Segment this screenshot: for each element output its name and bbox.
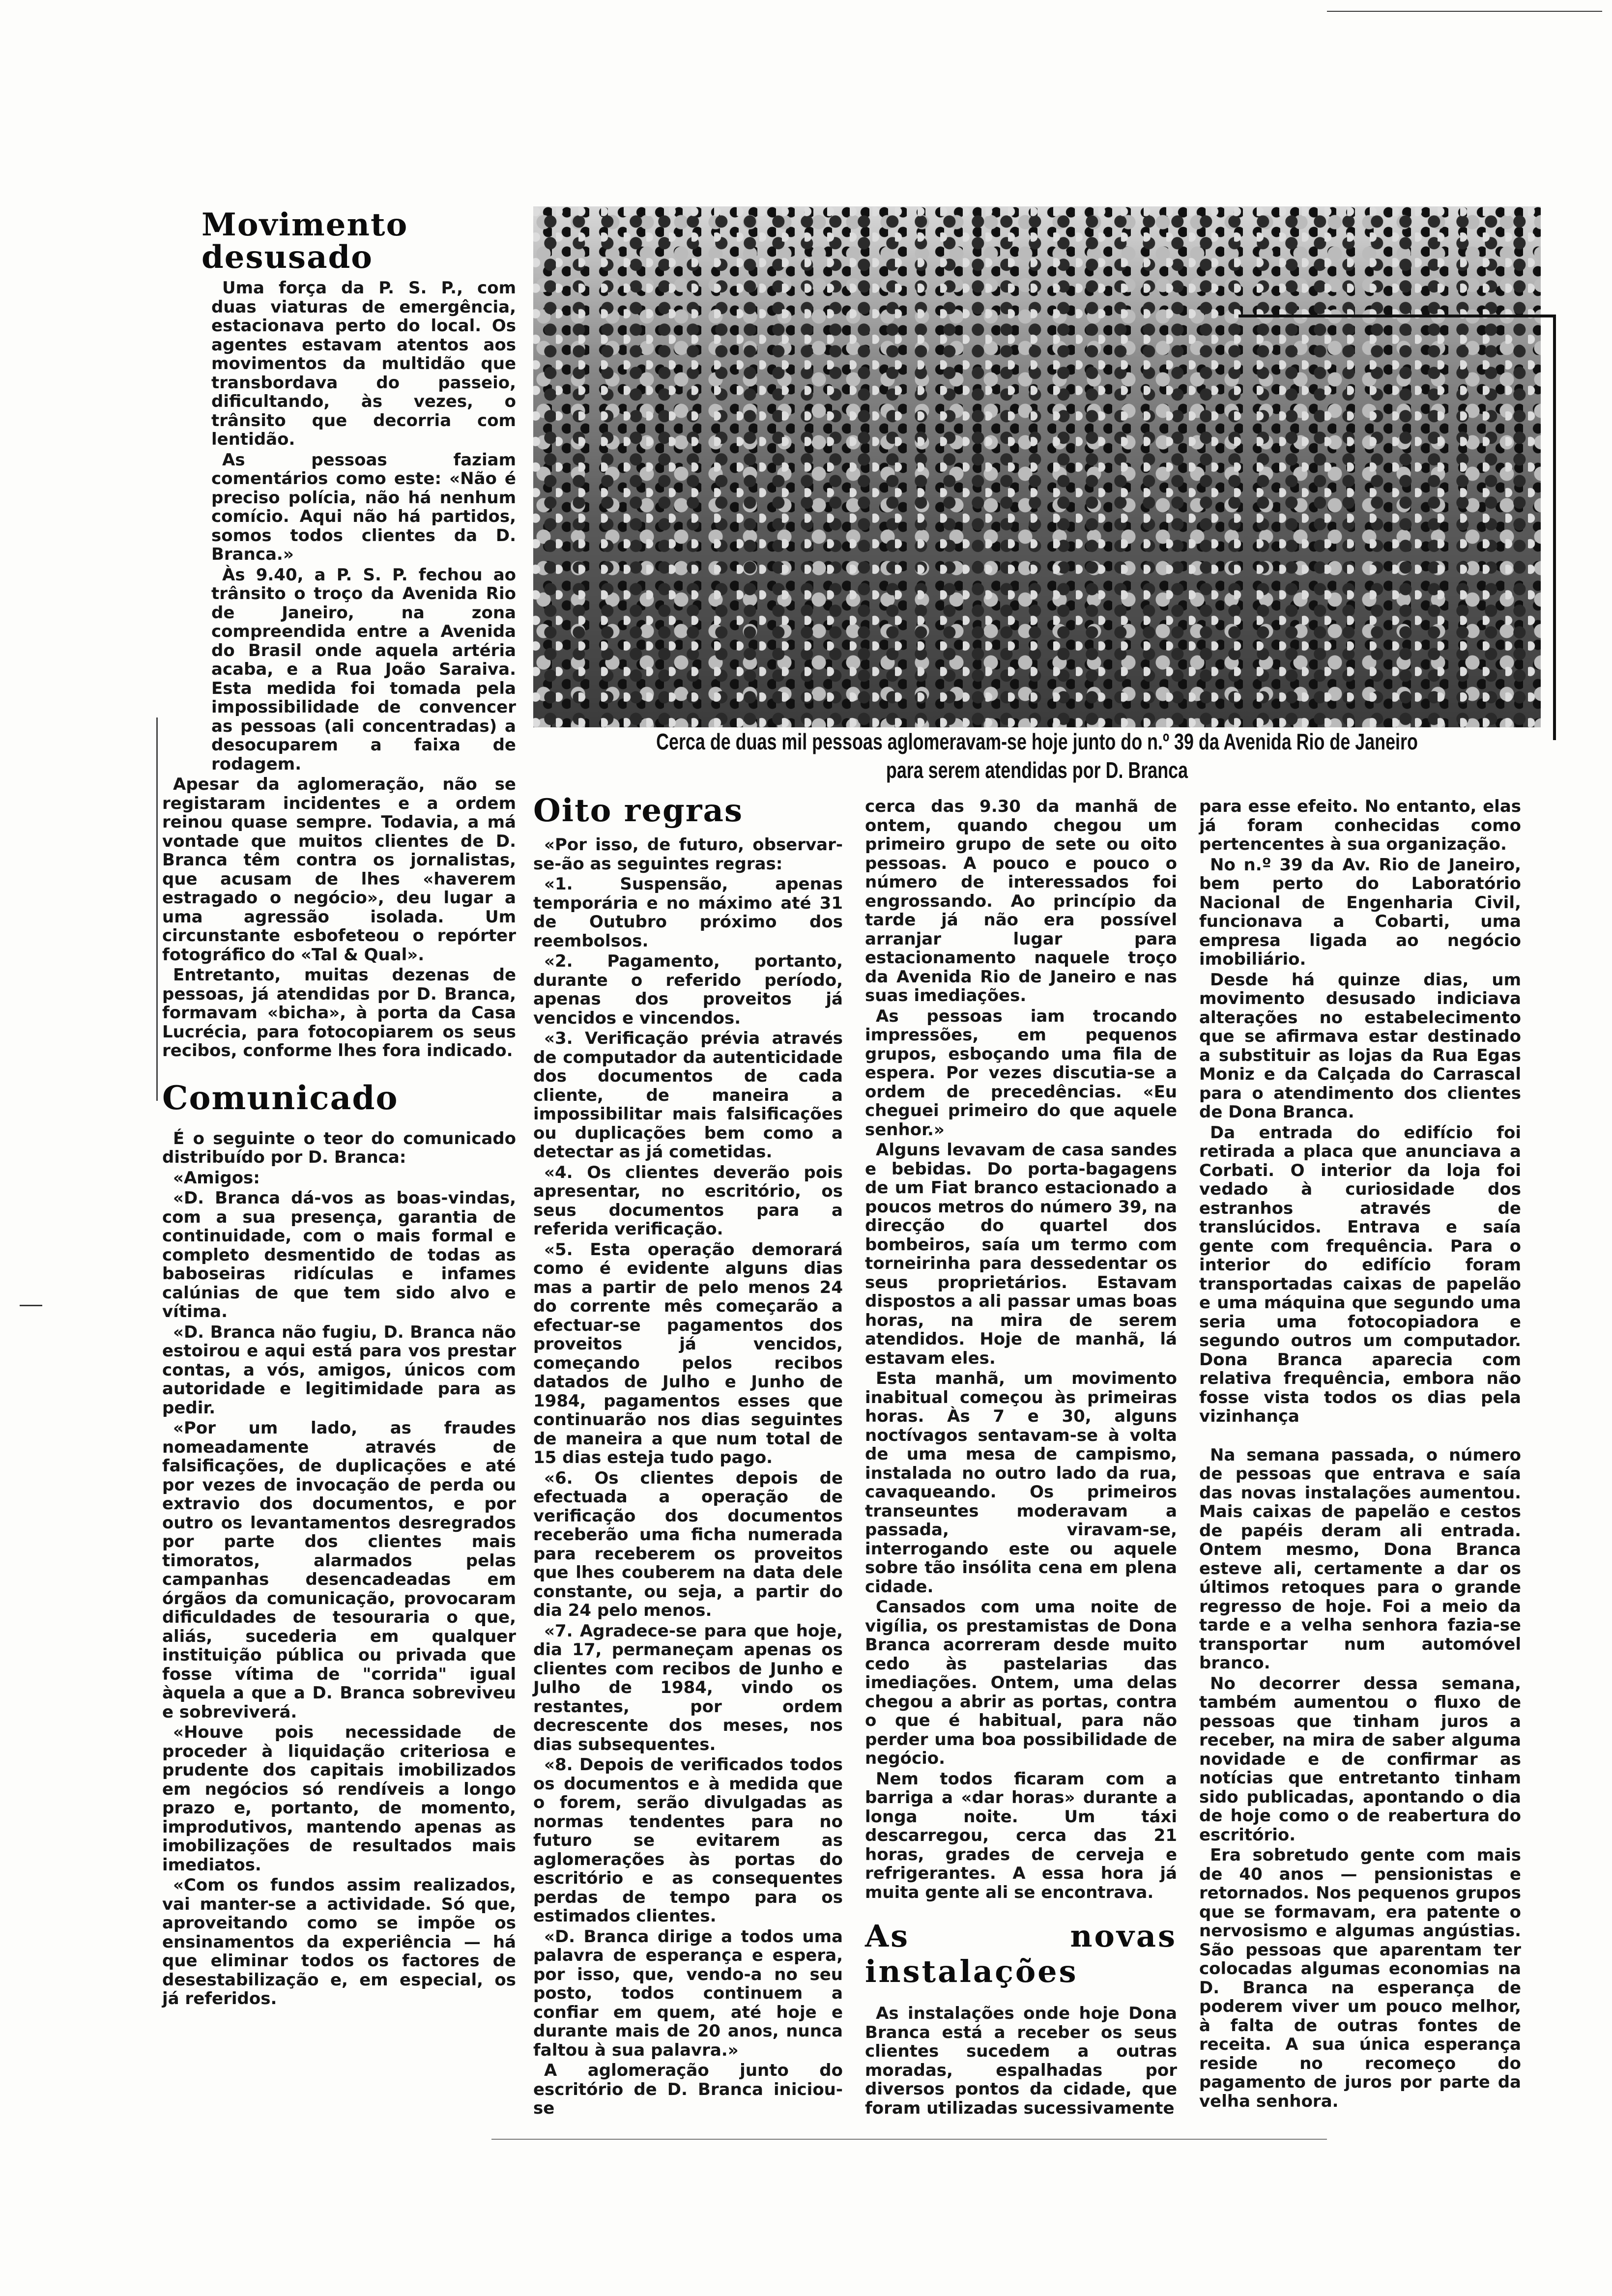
bottom-edge-line xyxy=(491,2139,1327,2140)
paragraph: «Com os fundos assim realizados, vai manter-se a actividade. Só que, aproveitando como se impõe os ensinamentos da experiência — há que eliminar todos os factores de desestabilização e, em especial, os já referidos. xyxy=(162,1875,516,2009)
paragraph: Esta manhã, um movimento inabitual começou às primeiras horas. Às 7 e 30, alguns noctívagos sentavam-se à volta de uma mesa de campismo, instalada no outro lado da rua, cavaqueando. Os primeiros transeuntes moderavam a passada, viravam-se, interrogando este ou aquele sobre tão insólita cena em plena cidade. xyxy=(865,1369,1177,1597)
paragraph: As pessoas faziam comentários como este: «Não é preciso polícia, não há nenhum comício. Aqui não há partidos, somos todos clientes da D. Branca.» xyxy=(211,450,516,564)
paragraph: «Por um lado, as fraudes nomeadamente através de falsificações, de duplicações e até por vezes de invocação de perda ou extravio dos documentos, e por outro os levantamentos desregrados por parte dos clientes mais timoratos, alarmados pelas campanhas desencadeadas em órgãos da comunicação, provocaram dificuldades de tesouraria o que, aliás, sucederia em qualquer instituição pública ou privada que fosse vítima de "corrida" igual àquela a que a D. Branca sobreviveu e sobreviverá. xyxy=(162,1418,516,1722)
paragraph: «Amigos: xyxy=(173,1168,260,1188)
photo-caption: Cerca de duas mil pessoas aglomeravam-se hoje junto do n.º 39 da Avenida Rio de Janeiro para serem atendidas por D. Branca xyxy=(656,729,1418,783)
column-4 xyxy=(1199,797,1521,2112)
paragraph: Entretanto, muitas dezenas de pessoas, já atendidas por D. Branca, formavam «bicha», à porta da Casa Lucrécia, para fotocopiarem os seus recibos, conforme lhes fora indicado. xyxy=(162,965,516,1061)
paragraph: É o seguinte o teor do comunicado distribuído por D. Branca: xyxy=(162,1128,516,1167)
col1-body xyxy=(162,279,516,774)
top-edge-line xyxy=(1327,11,1602,12)
column-1 xyxy=(162,206,516,2010)
paragraph: Cansados com uma noite de vigília, os prestamistas de Dona Branca acorreram desde muito cedo às pastelarias das imediações. Ontem, uma delas chegou a abrir as portas, contra o que é habitual, para não perder uma boa possibilidade de negócio. xyxy=(865,1597,1177,1768)
paragraph: Alguns levavam de casa sandes e bebidas. Do porta-bagagens de um Fiat branco estacionado a poucos metros do número 39, na direcção do quartel dos bombeiros, saía um termo com torneirinha para dessedentar os seus proprietários. Estavam dispostos a ali passar umas boas horas, na mira de serem atendidos. Hoje de manhã, lá estavam eles. xyxy=(865,1140,1177,1368)
paragraph: Desde há quinze dias, um movimento desusado indiciava alterações no estabelecimento que se afirmava estar destinado a substituir as lojas da Rua Egas Moniz e da Calçada do Carrascal para o atendimento dos clientes de Dona Branca. xyxy=(1199,970,1521,1122)
paragraph: «7. Agradece-se para que hoje, dia 17, permaneçam apenas os clientes com recibos de Junho e Julho de 1984, vindo os restantes, por ordem decrescente dos meses, nos dias subsequentes. xyxy=(533,1621,843,1754)
paragraph: Era sobretudo gente com mais de 40 anos — pensionistas e retornados. Nos pequenos grupos que se formavam, era patente o nervosismo e algumas angústias. São pessoas que aparentam ter colocadas algumas economias na D. Branca na esperança de poderem viver um pouco melhor, à falta de outras fontes de receita. A sua única esperança reside no recomeço do pagamento de juros por parte da velha senhora. xyxy=(1199,1845,1521,2111)
paragraph: Da entrada do edifício foi retirada a placa que anunciava a Corbati. O interior da loja foi vedado à curiosidade dos estranhos através de translúcidos. Entrava e saía gente com frequência. Para o interior do edifício foram transportadas caixas de papelão e uma máquina que segundo uma seria uma fotocopiadora e segundo outros um computador. Dona Branca aparecia com relativa frequência, embora não fosse vista todos os dias pela vizinhança xyxy=(1199,1122,1521,1426)
headline-oito-regras: Oito regras xyxy=(533,792,743,829)
paragraph: «D. Branca não fugiu, D. Branca não estoirou e aqui está para vos prestar contas, a vós, amigos, únicos com autoridade e legitimidade para as pedir. xyxy=(162,1322,516,1418)
column-rule xyxy=(156,718,158,1101)
paragraph: «4. Os clientes deverão pois apresentar, no escritório, os seus documentos para a referida verificação. xyxy=(533,1162,843,1239)
paragraph: «1. Suspensão, apenas temporária e no máximo até 31 de Outubro próximo dos reembolsos. xyxy=(533,874,843,951)
paragraph: Apesar da aglomeração, não se registaram incidentes e a ordem reinou quase sempre. Todavia, a má vontade que muitos clientes de D. Branca têm contra os jornalistas, que acusam de lhes «haverem estragado o negócio», deu lugar a uma agressão isolada. Um circunstante esbofeteou o repórter fotográfico do «Tal & Qual». xyxy=(162,775,516,965)
left-margin-mark xyxy=(20,1305,42,1306)
headline-novas-instalacoes: As novas instalações xyxy=(865,1918,1177,1989)
headline-comunicado: Comunicado xyxy=(162,1078,399,1117)
paragraph: «8. Depois de verificados todos os documentos e à medida que o forem, serão divulgadas as normas tendentes para no futuro se evitarem as aglomerações às portas do escritório e as consequentes perdas de tempo para os estimados clientes. xyxy=(533,1755,843,1926)
paragraph: A aglomeração junto do escritório de D. Branca iniciou-se xyxy=(533,2061,843,2118)
paragraph: Às 9.40, a P. S. P. fechou ao trânsito o troço da Avenida Rio de Janeiro, na zona compreendida entre a Avenida do Brasil onde aquela artéria acaba, e a Rua João Saraiva. Esta medida foi tomada pela impossibilidade de convencer as pessoas (ali concentradas) a desocuparem a faixa de rodagem. xyxy=(211,565,516,774)
paragraph: «D. Branca dirige a todos uma palavra de esperança e espera, por isso, que, vendo-a no seu posto, todos continuem a confiar em quem, até hoje e durante mais de 20 anos, nunca faltou à sua palavra.» xyxy=(533,1926,843,2060)
paragraph: «D. Branca dá-vos as boas-vindas, com a sua presença, garantia de continuidade, com o mais formal e completo desmentido de todas as baboseiras ridículas e infames calúnias de que tem sido alvo e vítima. xyxy=(162,1188,516,1321)
paragraph: cerca das 9.30 da manhã de ontem, quando chegou um primeiro grupo de sete ou oito pessoas. A pouco e pouco o número de interessados foi engrossando. Ao princípio da tarde já não era possível arranjar lugar para estacionamento naquele troço da Avenida Rio de Janeiro e nas suas imediações. xyxy=(865,797,1177,1005)
paragraph: As instalações onde hoje Dona Branca está a receber os seus clientes sucedem a outras moradas, espalhadas por diversos pontos da cidade, que foram utilizadas sucessivamente xyxy=(865,2004,1177,2118)
paragraph: «2. Pagamento, portanto, durante o referido período, apenas dos proveitos já vencidos e vincendos. xyxy=(533,951,843,1028)
paragraph: Nem todos ficaram com a barriga a «dar horas» durante a longa noite. Um táxi descarregou, cerca das 21 horas, grades de cerveja e refrigerantes. A essa hora já muita gente ali se encontrava. xyxy=(865,1769,1177,1902)
paragraph: «3. Verificação prévia através de computador da autenticidade dos documentos de cada cliente, de maneira a impossibilitar mais falsificações ou duplicações bem como a detectar as já cometidas. xyxy=(533,1029,843,1162)
column-2 xyxy=(533,791,843,2120)
paragraph: «5. Esta operação demorará como é evidente alguns dias mas a partir de pelo menos 24 do corrente mês começarão a efectuar-se pagamentos dos proveitos já vencidos, começando pelos recibos datados de Julho e Junho de 1984, pagamentos esses que continuarão nos dias seguintes de maneira a que num total de 15 dias esteja tudo pago. xyxy=(533,1239,843,1467)
paragraph: «Houve pois necessidade de proceder à liquidação criteriosa e prudente dos capitais imobilizados em negócios só rendíveis a longo prazo e, portanto, de momento, improdutivos, mantendo apenas as imobilizações de resultados mais imediatos. xyxy=(162,1722,516,1875)
column-3 xyxy=(865,797,1177,2119)
paragraph: «Por isso, de futuro, observar-se-ão as seguintes regras: xyxy=(533,835,843,874)
paragraph: para esse efeito. No entanto, elas já foram conhecidas como pertencentes à sua organização. xyxy=(1199,797,1521,854)
paragraph: No decorrer dessa semana, também aumentou o fluxo de pessoas que tinham juros a receber, na mira de saber alguma novidade e de confirmar as notícias que entretanto tinham sido publicadas, apontando o dia de hoje como o de reabertura do escritório. xyxy=(1199,1673,1521,1845)
paragraph: Na semana passada, o número de pessoas que entrava e saía das novas instalações aumentou. Mais caixas de papelão e cestos de papéis deram ali entrada. Ontem mesmo, Dona Branca esteve ali, certamente a dar os últimos retoques para o grande regresso de hoje. Foi a meio da tarde e a velha senhora fazia-se transportar num automóvel branco. xyxy=(1199,1445,1521,1673)
headline-movimento: Movimento desusado xyxy=(202,206,408,276)
paragraph: «6. Os clientes depois de efectuada a operação de verificação dos documentos receberão uma ficha numerada para receberem os proveitos que lhes couberem na data dele constante, ou seja, a partir do dia 24 pelo menos. xyxy=(533,1468,843,1620)
paragraph: Uma força da P. S. P., com duas viaturas de emergência, estacionava perto do local. Os agentes estavam atentos aos movimentos da multidão que transbordava do passeio, dificultando, às vezes, o trânsito que decorria com lentidão. xyxy=(211,278,516,449)
paragraph: No n.º 39 da Av. Rio de Janeiro, bem perto do Laboratório Nacional de Engenharia Civil, funcionava a Cobarti, uma empresa ligada ao negócio imobiliário. xyxy=(1199,855,1521,969)
photo-frame-border xyxy=(1238,315,1556,740)
paragraph: As pessoas iam trocando impressões, em pequenos grupos, esboçando uma fila de espera. Por vezes discutia-se a ordem de precedências. «Eu cheguei primeiro do que aquele senhor.» xyxy=(865,1006,1177,1140)
